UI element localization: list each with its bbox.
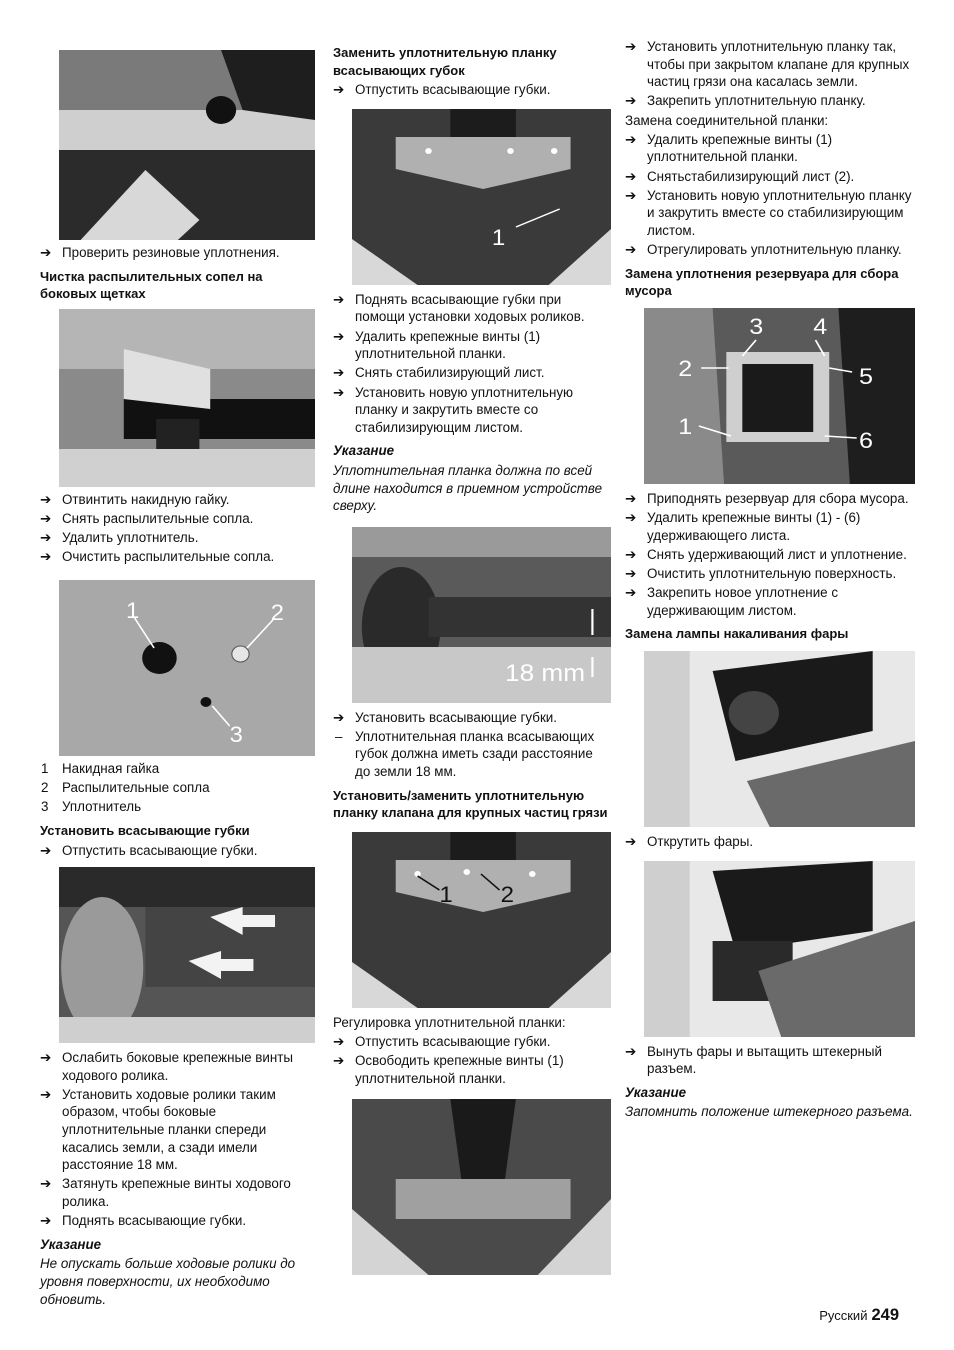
arrow-icon: ➔ bbox=[333, 709, 345, 725]
step-lower-squeegee: Отпустить всасывающие губки. bbox=[355, 82, 551, 98]
photo-side-brush-nozzle bbox=[59, 309, 315, 487]
step-remove-screws: Удалить крепежные винты (1) уплотнительной планки. bbox=[647, 131, 833, 165]
callout-label: 1 bbox=[491, 224, 506, 250]
note-heading: Указание bbox=[40, 1236, 102, 1252]
heading-flap-strip: Установить/заменить уплотнительную планку клапана для крупных частиц грязи bbox=[333, 787, 608, 821]
heading-nozzle-cleaning: Чистка распылительных сопел на боковых щетках bbox=[40, 268, 263, 302]
photo-tank-seal bbox=[644, 308, 915, 484]
step-raise-squeegee: Поднять всасывающие губки. bbox=[62, 1213, 247, 1229]
step-lift-tank: Приподнять резервуар для сбора мусора. bbox=[647, 490, 909, 506]
heading-install-squeegee: Установить всасывающие губки bbox=[40, 822, 250, 838]
callout-label: 1 bbox=[678, 415, 693, 440]
arrow-icon: ➔ bbox=[40, 510, 52, 526]
arrow-icon: ➔ bbox=[625, 510, 637, 526]
photo-squeegee-strip bbox=[352, 109, 611, 285]
arrow-icon: ➔ bbox=[625, 131, 637, 147]
arrow-icon: ➔ bbox=[40, 549, 52, 565]
arrow-icon: ➔ bbox=[40, 1176, 52, 1192]
arrow-icon: ➔ bbox=[333, 365, 345, 381]
callout-label: 2 bbox=[270, 599, 284, 625]
step-unscrew-headlight: Открутить фары. bbox=[647, 834, 754, 849]
note-text: Не опускать больше ходовые ролики до уровня поверхности, их необходимо обновить. bbox=[40, 1256, 296, 1307]
legend-text: Распылительные сопла bbox=[62, 780, 210, 796]
step-fix-new-seal: Закрепить новое уплотнение с удерживающим листом. bbox=[647, 585, 839, 618]
callout-label: 1 bbox=[439, 881, 453, 907]
arrow-icon: ➔ bbox=[625, 834, 637, 849]
page-number: 249 bbox=[871, 1306, 899, 1324]
arrow-icon: ➔ bbox=[625, 39, 637, 54]
parts-legend bbox=[40, 760, 315, 816]
step-remove-seal: Удалить уплотнитель. bbox=[62, 530, 199, 546]
column-1 bbox=[40, 38, 315, 1308]
step-install-squeegee: Установить всасывающие губки. bbox=[355, 709, 558, 725]
step-loosen-roller-screws: Ослабить боковые крепежные винты ходового ролика. bbox=[62, 1050, 294, 1083]
arrow-icon: ➔ bbox=[625, 242, 637, 258]
callout-label: 5 bbox=[858, 365, 873, 390]
step-remove-retainer: Снять удерживающий лист и уплотнение. bbox=[647, 546, 907, 562]
arrow-icon: ➔ bbox=[625, 93, 637, 109]
note-text: Уплотнительная планка должна по всей длине находится в приемном устройстве сверху. bbox=[333, 462, 603, 514]
step-lower-squeegee: Отпустить всасывающие губки. bbox=[355, 1034, 551, 1050]
legend-text: Уплотнитель bbox=[62, 799, 142, 815]
step-remove-stabilizer: Снять стабилизирующий лист. bbox=[355, 365, 545, 381]
arrow-icon: ➔ bbox=[40, 530, 52, 546]
arrow-icon: ➔ bbox=[625, 490, 637, 506]
column-2 bbox=[333, 38, 611, 1275]
step-check-seals: Проверить резиновые уплотнения. bbox=[62, 245, 280, 260]
requirement-18mm: Уплотнительная планка всасывающих губок должна иметь сзади расстояние до земли 18 мм. bbox=[355, 728, 595, 780]
photo-spray-hose bbox=[59, 50, 315, 240]
photo-roller-adjust bbox=[59, 867, 315, 1043]
gap-label-18mm: 18 mm bbox=[504, 659, 586, 687]
callout-label: 4 bbox=[813, 315, 828, 340]
adjust-title: Регулировка уплотнительной планки: bbox=[333, 1014, 566, 1030]
photo-18mm-gap bbox=[352, 527, 611, 703]
legend-text: Накидная гайка bbox=[62, 760, 160, 776]
arrow-icon: ➔ bbox=[625, 585, 637, 601]
callout-label: 3 bbox=[229, 721, 243, 747]
arrow-icon: ➔ bbox=[625, 168, 637, 184]
step-loosen-screws: Освободить крепежные винты (1) уплотнительной планки. bbox=[355, 1053, 564, 1086]
photo-headlight-unscrew bbox=[644, 651, 915, 827]
arrow-icon: ➔ bbox=[333, 82, 345, 98]
step-position-strip: Установить уплотнительную планку так, чтобы при закрытом клапане для крупных частиц грязи она касалась земли. bbox=[647, 39, 910, 90]
callout-label: 1 bbox=[125, 597, 140, 623]
arrow-icon: ➔ bbox=[625, 566, 637, 582]
step-remove-retainer-screws: Удалить крепежные винты (1) - (6) удерживающего листа. bbox=[647, 510, 861, 543]
legend-number: 2 bbox=[41, 780, 49, 796]
callout-label: 2 bbox=[678, 357, 693, 382]
photo-nozzle-parts bbox=[59, 580, 315, 756]
note-heading: Указание bbox=[625, 1084, 687, 1100]
arrow-icon: ➔ bbox=[40, 491, 52, 507]
step-unscrew-nut: Отвинтить накидную гайку. bbox=[62, 491, 230, 507]
page-footer bbox=[819, 1306, 899, 1325]
photo-headlight-remove bbox=[644, 861, 915, 1037]
arrow-icon: ➔ bbox=[40, 842, 52, 858]
footer-language: Русский bbox=[819, 1308, 868, 1323]
step-install-new-strip: Установить новую уплотнительную планку и закрутить вместе со стабилизирующим листом. bbox=[355, 384, 574, 435]
callout-label: 2 bbox=[500, 881, 514, 907]
arrow-icon: ➔ bbox=[625, 187, 637, 203]
arrow-icon: ➔ bbox=[333, 1034, 345, 1050]
arrow-icon: ➔ bbox=[333, 384, 345, 400]
arrow-icon: ➔ bbox=[625, 546, 637, 562]
legend-number: 3 bbox=[41, 799, 49, 815]
arrow-icon: ➔ bbox=[40, 1086, 52, 1102]
arrow-icon: ➔ bbox=[333, 328, 345, 344]
heading-lamp-replacement: Замена лампы накаливания фары bbox=[625, 626, 849, 642]
arrow-icon: ➔ bbox=[333, 1053, 345, 1069]
arrow-icon: ➔ bbox=[625, 1043, 637, 1059]
arrow-icon: ➔ bbox=[40, 1213, 52, 1229]
arrow-icon: ➔ bbox=[333, 291, 345, 307]
step-remove-headlight: Вынуть фары и вытащить штекерный разъем. bbox=[647, 1043, 883, 1077]
connect-title: Замена соединительной планки: bbox=[625, 112, 829, 128]
step-adjust-strip: Отрегулировать уплотнительную планку. bbox=[647, 242, 902, 258]
callout-label: 6 bbox=[858, 429, 873, 454]
step-fix-strip: Закрепить уплотнительную планку. bbox=[647, 93, 866, 109]
heading-replace-squeegee-strip: Заменить уплотнительную планку всасывающих губок bbox=[333, 45, 557, 78]
arrow-icon: ➔ bbox=[40, 245, 52, 260]
photo-flap-strip bbox=[352, 832, 611, 1008]
step-remove-stabilizer: Снятьстабилизирующий лист (2). bbox=[647, 168, 855, 184]
arrow-icon: ➔ bbox=[40, 1050, 52, 1066]
step-install-new-strip: Установить новую уплотнительную планку и закрутить вместе со стабилизирующим листом. bbox=[647, 187, 912, 238]
step-lower-squeegee: Отпустить всасывающие губки. bbox=[62, 842, 258, 858]
callout-label: 3 bbox=[749, 315, 764, 340]
photo-flap-adjust bbox=[352, 1099, 611, 1275]
note-heading: Указание bbox=[333, 443, 395, 459]
column-3 bbox=[625, 38, 915, 1121]
step-set-rollers: Установить ходовые ролики таким образом, чтобы боковые уплотнительные планки спереди касались земли, а сзади имели расстояние 18 мм. bbox=[62, 1086, 276, 1173]
step-remove-screws: Удалить крепежные винты (1) уплотнительной планки. bbox=[355, 328, 541, 362]
note-text: Запомнить положение штекерного разъема. bbox=[625, 1104, 913, 1120]
legend-number: 1 bbox=[41, 760, 49, 776]
step-clean-surface: Очистить уплотнительную поверхность. bbox=[647, 566, 897, 582]
step-raise-squeegee: Поднять всасывающие губки при помощи установки ходовых роликов. bbox=[355, 291, 585, 325]
heading-tank-seal: Замена уплотнения резервуара для сбора мусора bbox=[625, 265, 899, 299]
dash-bullet: – bbox=[335, 728, 343, 744]
step-tighten-roller-screws: Затянуть крепежные винты ходового ролика. bbox=[62, 1176, 291, 1210]
step-remove-nozzles: Снять распылительные сопла. bbox=[62, 510, 254, 526]
step-clean-nozzles: Очистить распылительные сопла. bbox=[62, 549, 275, 565]
